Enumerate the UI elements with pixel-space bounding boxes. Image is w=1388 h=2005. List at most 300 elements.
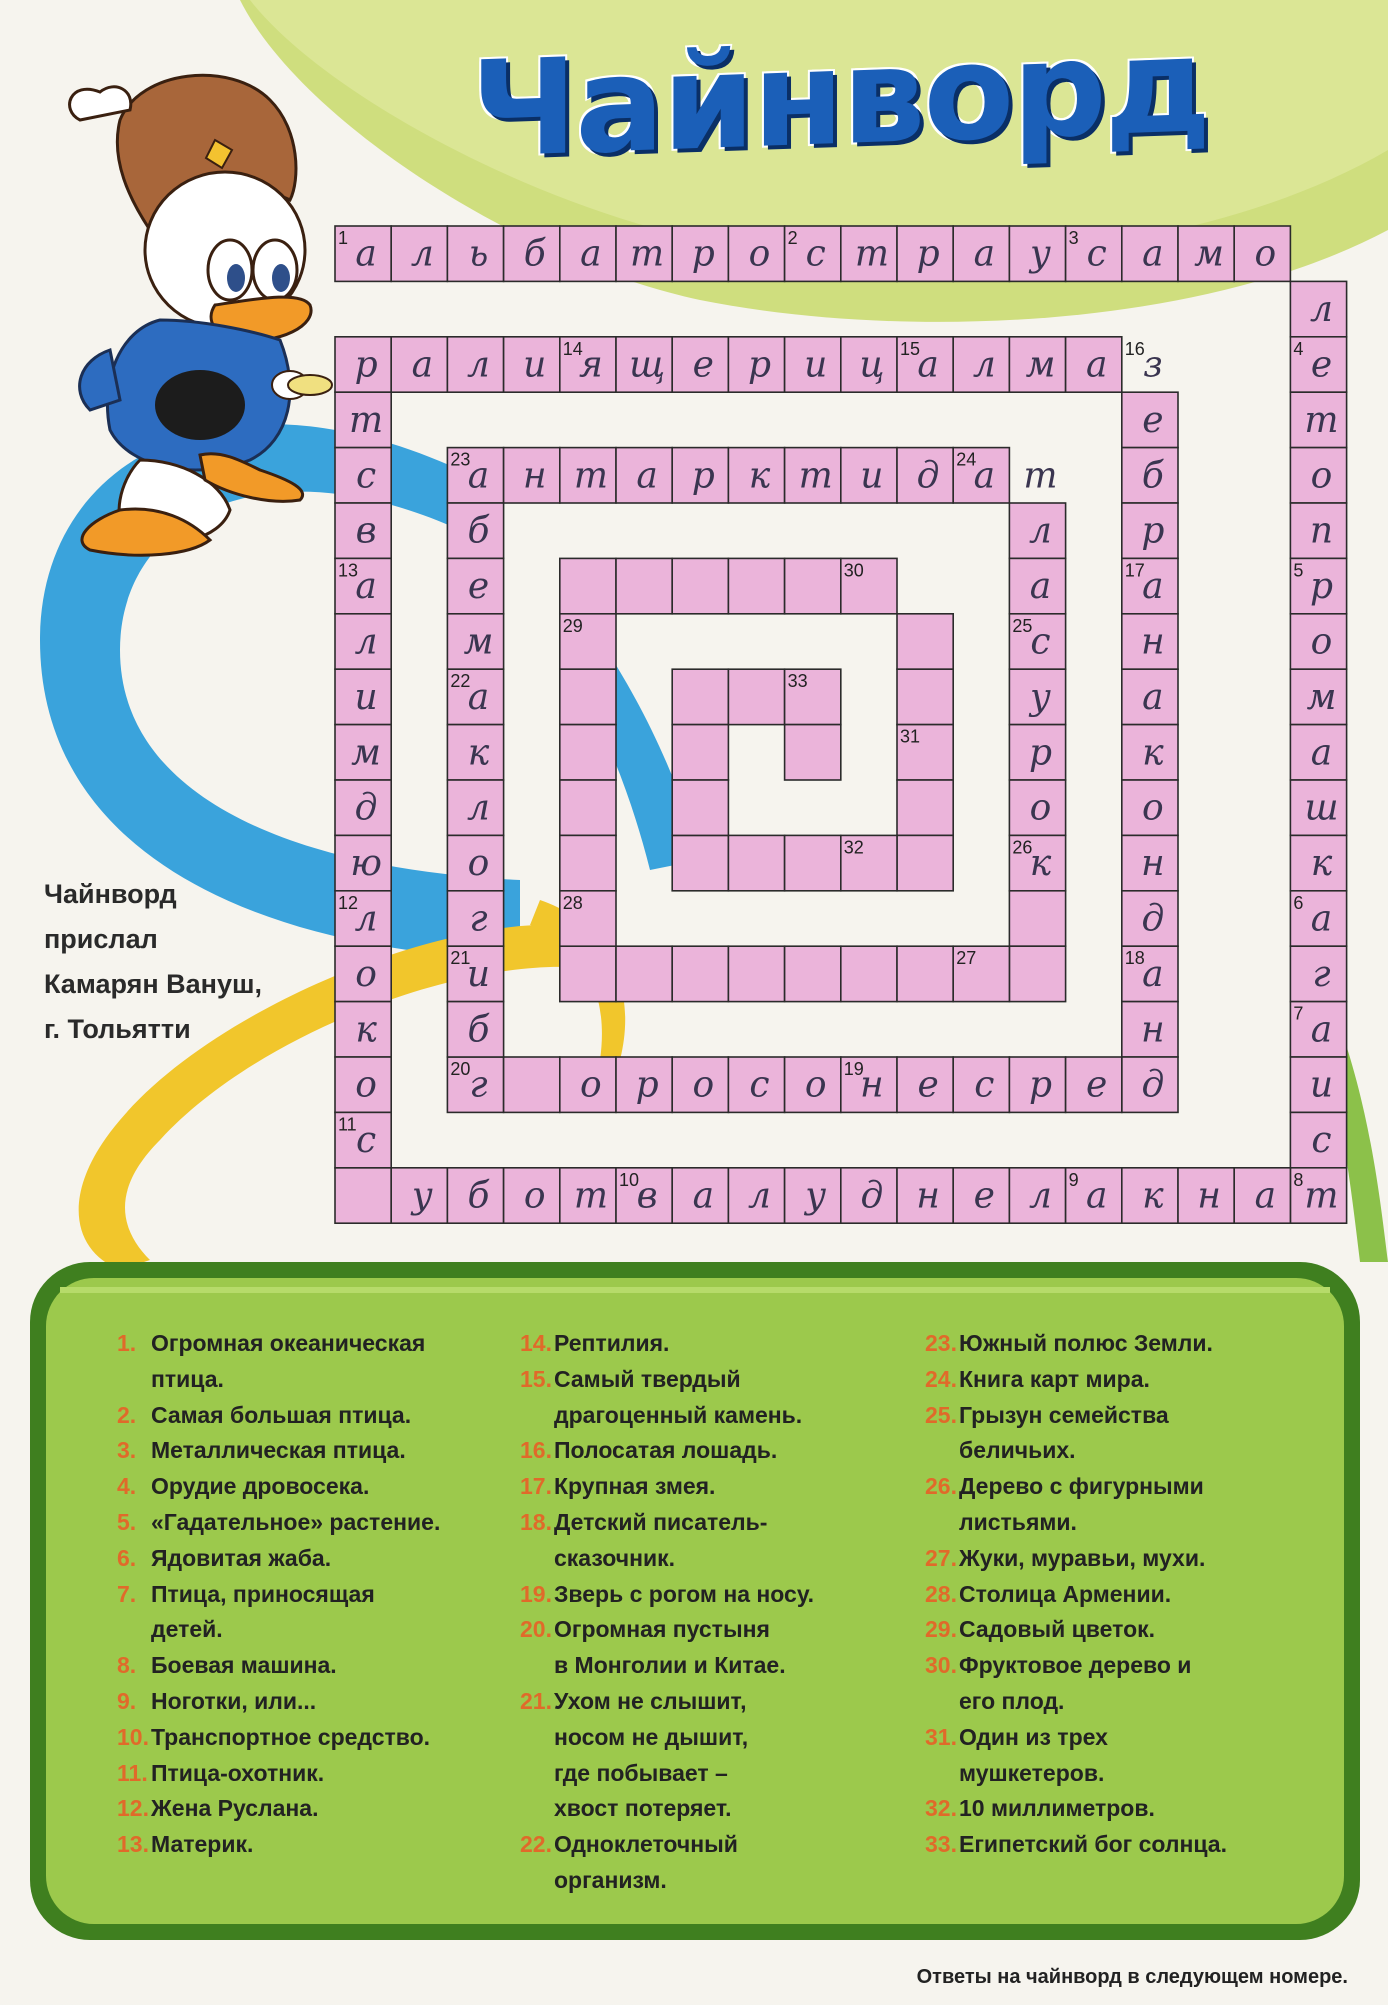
clue-text: Огромная пустыня: [554, 1616, 770, 1643]
clue-line: [520, 1827, 900, 1863]
grid-cell[interactable]: [785, 946, 841, 1001]
clue-number: 21: [450, 948, 471, 969]
handwritten-letter: а: [467, 455, 490, 497]
clue-item: [520, 1577, 900, 1613]
clue-text: Грызун семейства: [959, 1401, 1169, 1428]
clue-text: Металлическая птица.: [151, 1437, 406, 1464]
clue-text: носом не дышит,: [554, 1723, 749, 1750]
handwritten-letter: е: [467, 566, 490, 608]
grid-cell[interactable]: [672, 780, 728, 835]
handwritten-letter: ь: [468, 233, 489, 275]
handwritten-letter: р: [354, 344, 378, 386]
clue-number: 5: [1293, 560, 1304, 581]
clue-item-number: 30.: [925, 1652, 957, 1679]
clue-number: 7: [1293, 1003, 1304, 1024]
handwritten-letter: л: [354, 621, 378, 663]
handwritten-letter: у: [1030, 233, 1051, 275]
clue-item-number: 25.: [925, 1401, 957, 1428]
handwritten-letter: е: [917, 1064, 939, 1106]
grid-cell[interactable]: [897, 669, 953, 724]
clue-number: 4: [1293, 338, 1304, 359]
handwritten-letter: б: [523, 233, 546, 275]
grid-cell[interactable]: [560, 725, 616, 780]
clue-item-number: 23.: [925, 1330, 957, 1356]
handwritten-letter: л: [1029, 510, 1052, 552]
clue-item-number: 12.: [117, 1795, 149, 1822]
handwritten-letter: щ: [629, 344, 666, 386]
clue-item-number: 26.: [925, 1473, 957, 1500]
handwritten-letter: у: [1030, 676, 1051, 718]
clue-item-number: 28.: [925, 1580, 957, 1607]
clue-number: 32: [843, 837, 864, 858]
clue-text: Огромная океаническая: [151, 1330, 426, 1356]
clue-text: Полосатая лошадь.: [554, 1437, 778, 1464]
page-title: Чайнворд: [470, 8, 1210, 188]
handwritten-letter: о: [1310, 455, 1333, 497]
clue-line: [925, 1398, 1345, 1434]
clue-item: [117, 1827, 497, 1863]
handwritten-letter: о: [1142, 787, 1164, 829]
clue-item: [925, 1326, 1345, 1362]
clue-line: [520, 1326, 900, 1362]
grid-cell[interactable]: [1009, 946, 1065, 1001]
clue-item-number: 33.: [925, 1831, 957, 1858]
grid-cell[interactable]: [897, 780, 953, 835]
handwritten-letter: и: [523, 344, 547, 386]
handwritten-letter: с: [974, 1064, 995, 1106]
clue-text: Ноготки, или...: [151, 1687, 317, 1714]
clue-text: хвост потеряет.: [554, 1795, 732, 1822]
clue-line: [117, 1505, 497, 1541]
handwritten-letter: д: [1141, 1064, 1165, 1106]
clue-item-number: 18.: [520, 1508, 552, 1535]
handwritten-letter: л: [467, 344, 490, 386]
handwritten-letter: л: [410, 233, 434, 275]
handwritten-letter: н: [1141, 843, 1165, 885]
handwritten-letter: з: [1143, 344, 1163, 386]
handwritten-letter: м: [351, 732, 382, 774]
clue-number: 22: [450, 671, 471, 692]
clue-number: 1: [338, 228, 349, 248]
handwritten-letter: а: [467, 676, 490, 718]
handwritten-letter: д: [860, 1175, 884, 1217]
clue-item: [520, 1469, 900, 1505]
handwritten-letter: а: [973, 455, 996, 497]
handwritten-letter: к: [1310, 843, 1333, 885]
handwritten-letter: а: [917, 344, 939, 386]
grid-cell[interactable]: [785, 558, 841, 613]
handwritten-letter: р: [1028, 732, 1053, 774]
clue-text: Самый твердый: [554, 1365, 741, 1392]
handwritten-letter: а: [636, 455, 658, 497]
handwritten-letter: с: [1030, 621, 1051, 663]
clue-item: [117, 1720, 497, 1756]
clue-item: [925, 1469, 1345, 1541]
handwritten-letter: л: [748, 1175, 771, 1217]
clue-item: [520, 1505, 900, 1577]
clue-line: [925, 1756, 1345, 1792]
clue-text: Транспортное средство.: [151, 1723, 431, 1750]
handwritten-letter: д: [354, 787, 378, 829]
clue-item-number: 15.: [520, 1365, 552, 1392]
clue-text: Южный полюс Земли.: [959, 1330, 1213, 1356]
handwritten-letter: я: [578, 344, 603, 386]
handwritten-letter: е: [1142, 399, 1164, 441]
grid-cell[interactable]: [616, 946, 672, 1001]
handwritten-letter: и: [804, 344, 828, 386]
clue-item: [117, 1326, 497, 1398]
clue-item: [520, 1433, 900, 1469]
handwritten-letter: с: [805, 233, 826, 275]
clue-line: [117, 1720, 497, 1756]
clue-line: [520, 1791, 900, 1827]
handwritten-letter: о: [1029, 787, 1052, 829]
clue-text: Птица-охотник.: [151, 1759, 325, 1786]
handwritten-letter: у: [805, 1175, 827, 1217]
clue-line: [925, 1827, 1345, 1863]
clue-text: Книга карт мира.: [959, 1365, 1150, 1392]
handwritten-letter: а: [355, 233, 377, 275]
grid-cell[interactable]: [728, 946, 784, 1001]
handwritten-letter: ю: [350, 843, 382, 885]
clue-text: Одноклеточный: [554, 1831, 738, 1858]
handwritten-letter: о: [580, 1064, 602, 1106]
clue-text: Детский писатель-: [554, 1508, 768, 1535]
clue-number: 9: [1068, 1169, 1079, 1190]
clue-item-number: 21.: [520, 1687, 552, 1714]
clue-item-number: 32.: [925, 1795, 957, 1822]
grid-cell[interactable]: [560, 946, 616, 1001]
handwritten-letter: и: [1309, 1064, 1334, 1106]
clue-line: [925, 1541, 1345, 1577]
handwritten-letter: а: [1142, 953, 1164, 995]
clue-line: [520, 1362, 900, 1398]
clue-number: 16: [1124, 338, 1145, 359]
grid-cell[interactable]: [785, 835, 841, 890]
handwritten-letter: о: [804, 1064, 827, 1106]
handwritten-letter: г: [1312, 953, 1331, 995]
clue-text: Ядовитая жаба.: [151, 1544, 332, 1571]
clue-text: Крупная змея.: [554, 1473, 716, 1500]
clue-number: 30: [843, 560, 864, 581]
clue-line: [117, 1612, 497, 1648]
handwritten-letter: с: [1311, 1120, 1332, 1162]
handwritten-letter: т: [1023, 455, 1058, 497]
clue-line: [925, 1577, 1345, 1613]
handwritten-letter: б: [467, 1175, 490, 1217]
clue-number: 2: [787, 228, 798, 248]
grid-cell[interactable]: [728, 669, 784, 724]
clues-column-3: [925, 1326, 1345, 1863]
grid-cell[interactable]: [1009, 891, 1065, 946]
handwritten-letter: т: [573, 1175, 608, 1217]
clue-text: где побывает –: [554, 1759, 728, 1786]
handwritten-letter: р: [1028, 1064, 1053, 1106]
handwritten-letter: е: [973, 1175, 995, 1217]
grid-cell[interactable]: [672, 946, 728, 1001]
clue-item: [925, 1720, 1345, 1792]
handwritten-letter: о: [1254, 233, 1277, 275]
clue-number: 33: [787, 671, 808, 692]
handwritten-letter: б: [467, 1009, 490, 1051]
handwritten-letter: т: [1304, 399, 1339, 441]
grid-cell[interactable]: [897, 946, 953, 1001]
clue-line: [117, 1541, 497, 1577]
handwritten-letter: и: [354, 676, 378, 718]
clue-item-number: 20.: [520, 1616, 552, 1643]
clue-line: [925, 1791, 1345, 1827]
grid-cell[interactable]: [672, 835, 728, 890]
handwritten-letter: р: [1309, 566, 1334, 608]
clue-number: 14: [562, 338, 583, 359]
handwritten-letter: т: [798, 455, 833, 497]
handwritten-letter: с: [356, 455, 377, 497]
clue-item: [925, 1541, 1345, 1577]
clue-line: [925, 1720, 1345, 1756]
clue-line: [925, 1612, 1345, 1648]
clue-line: [925, 1433, 1345, 1469]
clue-text: Боевая машина.: [151, 1652, 337, 1679]
handwritten-letter: н: [1141, 1009, 1165, 1051]
clue-text: Столица Армении.: [959, 1580, 1172, 1607]
grid-cell[interactable]: [785, 725, 841, 780]
grid-cell[interactable]: [897, 614, 953, 669]
clue-item-number: 29.: [925, 1616, 957, 1643]
clue-text: организм.: [554, 1866, 667, 1893]
clue-line: [520, 1577, 900, 1613]
clue-line: [925, 1362, 1345, 1398]
clue-number: 10: [619, 1169, 640, 1190]
clue-text: Дерево с фигурными: [959, 1473, 1204, 1500]
handwritten-letter: ц: [859, 344, 885, 386]
handwritten-letter: л: [354, 898, 378, 940]
handwritten-letter: а: [355, 566, 377, 608]
clue-line: [520, 1398, 900, 1434]
clue-text: листьями.: [959, 1508, 1077, 1535]
clue-item: [520, 1362, 900, 1434]
clue-line: [520, 1433, 900, 1469]
clue-text: в Монголии и Китае.: [554, 1652, 786, 1679]
clue-text: беличьих.: [959, 1437, 1076, 1464]
clue-line: [117, 1433, 497, 1469]
grid-cell[interactable]: [616, 558, 672, 613]
handwritten-letter: а: [1085, 344, 1108, 386]
clue-line: [117, 1791, 497, 1827]
handwritten-letter: в: [355, 510, 377, 552]
clue-item-number: 10.: [117, 1723, 149, 1750]
clue-line: [925, 1505, 1345, 1541]
grid-cell[interactable]: [560, 558, 616, 613]
clue-line: [925, 1648, 1345, 1684]
handwritten-letter: б: [1141, 455, 1164, 497]
clue-item: [925, 1398, 1345, 1470]
clue-line: [117, 1469, 497, 1505]
handwritten-letter: а: [1142, 676, 1164, 718]
handwritten-letter: б: [467, 510, 490, 552]
grid-cell[interactable]: [560, 780, 616, 835]
clue-item-number: 24.: [925, 1365, 957, 1392]
handwritten-letter: н: [1141, 621, 1165, 663]
handwritten-letter: к: [1142, 732, 1164, 774]
handwritten-letter: г: [469, 1064, 488, 1106]
clue-line: [520, 1863, 900, 1899]
clue-number: 3: [1068, 228, 1079, 248]
clue-number: 26: [1012, 837, 1033, 858]
handwritten-letter: к: [748, 455, 771, 497]
handwritten-letter: р: [1141, 510, 1165, 552]
handwritten-letter: р: [691, 233, 715, 275]
clue-item-number: 13.: [117, 1831, 149, 1858]
clue-item-number: 8.: [117, 1652, 137, 1679]
grid-cell[interactable]: [560, 835, 616, 890]
clue-line: [925, 1469, 1345, 1505]
grid-cell[interactable]: [672, 669, 728, 724]
clue-item: [520, 1684, 900, 1827]
clue-item-number: 6.: [117, 1544, 137, 1571]
clue-line: [520, 1648, 900, 1684]
grid-cell[interactable]: [504, 1057, 560, 1112]
clue-line: [117, 1362, 497, 1398]
handwritten-letter: а: [1142, 566, 1164, 608]
grid-cell[interactable]: [672, 558, 728, 613]
handwritten-letter: а: [411, 344, 434, 386]
handwritten-letter: к: [1029, 843, 1052, 885]
clue-number: 6: [1293, 892, 1304, 913]
clue-number: 24: [956, 449, 977, 470]
clue-line: [117, 1827, 497, 1863]
clue-item-number: 16.: [520, 1437, 552, 1464]
grid-cell[interactable]: [335, 1168, 391, 1223]
clue-number: 20: [450, 1059, 471, 1079]
clues-column-1: [117, 1326, 497, 1863]
handwritten-letter: д: [1141, 898, 1165, 940]
clue-line: [117, 1326, 497, 1362]
handwritten-letter: о: [523, 1175, 546, 1217]
clue-text: драгоценный камень.: [554, 1401, 803, 1428]
handwritten-letter: а: [1029, 566, 1052, 608]
clue-text: Материк.: [151, 1831, 254, 1858]
handwritten-letter: н: [522, 455, 547, 497]
handwritten-letter: р: [747, 344, 772, 386]
clue-number: 23: [450, 449, 471, 470]
handwritten-letter: о: [748, 233, 771, 275]
clue-number: 28: [562, 892, 583, 913]
clues-column-2: [520, 1326, 900, 1899]
clue-line: [117, 1648, 497, 1684]
handwritten-letter: м: [463, 621, 494, 663]
clue-text: Фруктовое дерево и: [959, 1652, 1192, 1679]
clue-item-number: 11.: [117, 1759, 148, 1786]
clue-text: сказочник.: [554, 1544, 675, 1571]
clue-item-number: 22.: [520, 1831, 552, 1858]
clue-item: [925, 1577, 1345, 1613]
clue-number: 29: [562, 615, 583, 636]
clue-line: [117, 1684, 497, 1720]
handwritten-letter: л: [1310, 289, 1333, 331]
handwritten-letter: р: [635, 1064, 659, 1106]
handwritten-letter: е: [1086, 1064, 1108, 1106]
grid-cell[interactable]: [672, 725, 728, 780]
clue-item-number: 3.: [117, 1437, 137, 1464]
clue-item-number: 19.: [520, 1580, 552, 1607]
clue-item: [117, 1433, 497, 1469]
handwritten-letter: с: [749, 1064, 770, 1106]
grid-cell[interactable]: [728, 835, 784, 890]
handwritten-letter: т: [573, 455, 608, 497]
clue-line: [117, 1756, 497, 1792]
handwritten-letter: л: [1029, 1175, 1052, 1217]
grid-cell[interactable]: [897, 835, 953, 890]
clue-item: [520, 1827, 900, 1899]
clue-item: [925, 1612, 1345, 1648]
handwritten-letter: с: [1086, 233, 1107, 275]
handwritten-letter: р: [691, 455, 715, 497]
clue-line: [520, 1756, 900, 1792]
handwritten-letter: л: [467, 787, 490, 829]
grid-cell[interactable]: [728, 558, 784, 613]
clue-item-number: 4.: [117, 1473, 137, 1500]
clue-item-number: 2.: [117, 1401, 137, 1428]
clue-number: 8: [1293, 1169, 1304, 1190]
clue-number: 12: [338, 892, 359, 913]
clue-number: 31: [900, 726, 921, 747]
author-line: прислал: [44, 924, 158, 954]
clue-text: птица.: [151, 1365, 224, 1392]
handwritten-letter: д: [916, 455, 940, 497]
clue-line: [520, 1505, 900, 1541]
handwritten-letter: и: [466, 953, 491, 995]
handwritten-letter: а: [973, 233, 996, 275]
clue-item: [117, 1791, 497, 1827]
grid-cell[interactable]: [841, 946, 897, 1001]
clue-number: 19: [843, 1059, 864, 1079]
clue-text: 10 миллиметров.: [959, 1795, 1155, 1822]
clue-item-number: 31.: [925, 1723, 957, 1750]
clue-item: [925, 1791, 1345, 1827]
clue-item: [520, 1326, 900, 1362]
handwritten-letter: м: [1194, 233, 1225, 275]
clue-line: [520, 1720, 900, 1756]
author-line: Чайнворд: [44, 879, 177, 909]
handwritten-letter: н: [860, 1064, 884, 1106]
clue-text: Рептилия.: [554, 1330, 670, 1356]
clue-item: [117, 1541, 497, 1577]
clue-text: Жена Руслана.: [151, 1795, 319, 1822]
clue-text: Ухом не слышит,: [554, 1687, 747, 1714]
clue-text: Жуки, муравьи, мухи.: [959, 1544, 1206, 1571]
handwritten-letter: т: [1304, 1175, 1339, 1217]
clue-number: 17: [1124, 560, 1145, 581]
clue-item: [925, 1362, 1345, 1398]
clue-item: [117, 1577, 497, 1649]
handwritten-letter: н: [916, 1175, 940, 1217]
clue-text: Зверь с рогом на носу.: [554, 1580, 814, 1607]
clue-text: Египетский бог солнца.: [959, 1831, 1227, 1858]
clue-number: 27: [956, 948, 977, 969]
handwritten-letter: к: [467, 732, 490, 774]
clue-text: Один из трех: [959, 1723, 1108, 1750]
clue-item-number: 9.: [117, 1687, 137, 1714]
clue-item-number: 5.: [117, 1508, 137, 1535]
handwritten-letter: о: [692, 1064, 715, 1106]
clue-line: [925, 1326, 1345, 1362]
handwritten-letter: е: [1310, 344, 1333, 386]
handwritten-letter: а: [580, 233, 602, 275]
handwritten-letter: т: [630, 233, 665, 275]
handwritten-letter: ш: [1304, 787, 1339, 829]
grid-cell[interactable]: [560, 669, 616, 724]
handwritten-letter: к: [355, 1009, 377, 1051]
